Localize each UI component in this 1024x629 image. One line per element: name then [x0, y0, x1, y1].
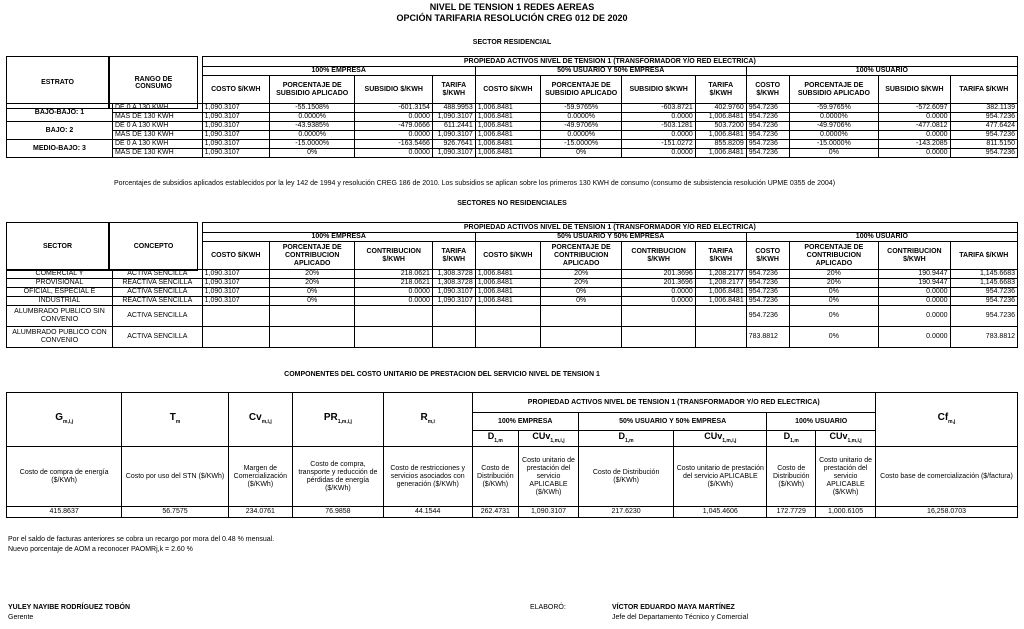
- residencial-group-1: 100% EMPRESA: [202, 67, 475, 76]
- value-cell: -55.1508%: [269, 104, 355, 113]
- value-cell: -151.0272: [622, 140, 695, 149]
- component-description: Costo de compra de energía ($/KWh): [7, 447, 122, 507]
- rango-cell: MAS DE 130 KWH: [112, 131, 202, 140]
- value-cell: [695, 306, 746, 327]
- value-cell: 0.0000: [622, 288, 695, 297]
- component-symbol: [876, 393, 1018, 447]
- symbol-text: D: [783, 431, 791, 442]
- rango-cell: DE 0 A 130 KWH: [112, 104, 202, 113]
- rango-cell: MAS DE 130 KWH: [112, 113, 202, 122]
- value-cell: 503.7200: [695, 122, 746, 131]
- value-cell: 1,308.3728: [432, 270, 475, 279]
- value-cell: 954.7236: [746, 288, 789, 297]
- value-cell: 1,090.3107: [202, 279, 269, 288]
- nores-group-1: 100% EMPRESA: [202, 233, 475, 242]
- title-line1: NIVEL DE TENSION 1 REDES AEREAS: [429, 2, 595, 12]
- value-cell: 201.3696: [622, 270, 695, 279]
- value-cell: 1,145.6683: [950, 270, 1017, 279]
- value-cell: 201.3696: [622, 279, 695, 288]
- value-cell: -601.3154: [355, 104, 432, 113]
- value-cell: 0.0000: [879, 306, 950, 327]
- table-row: [7, 122, 1018, 131]
- symbol-text: PR: [323, 411, 338, 423]
- value-cell: [540, 327, 622, 348]
- nores-subcol-header: TARIFA $/KWH: [695, 242, 746, 270]
- sector-cell: ALUMBRADO PUBLICO SIN CONVENIO: [7, 306, 113, 327]
- value-cell: 0.0000: [879, 288, 950, 297]
- no-residencial-owner-header: PROPIEDAD ACTIVOS NIVEL DE TENSION 1 (TRANSFORMADOR Y/O RED ELECTRICA): [202, 223, 1017, 233]
- symbol-text: R: [420, 411, 428, 423]
- col-concepto-header: CONCEPTO: [109, 222, 198, 271]
- value-cell: 190.9447: [879, 270, 950, 279]
- value-cell: 190.9447: [879, 279, 950, 288]
- residencial-subcol-header: TARIFA $/KWH: [432, 76, 475, 104]
- value-cell: 1,006.8481: [475, 279, 540, 288]
- value-cell: 0.0000: [355, 297, 432, 306]
- title-line2: OPCIÓN TARIFARIA RESOLUCIÓN CREG 012 DE 2020: [396, 13, 628, 23]
- residencial-subcol-header: COSTO $/KWH: [475, 76, 540, 104]
- value-cell: 0%: [540, 288, 622, 297]
- value-cell: -479.0666: [355, 122, 432, 131]
- value-cell: -43.9385%: [269, 122, 355, 131]
- residencial-group-3: 100% USUARIO: [746, 67, 1017, 76]
- value-cell: 954.7236: [950, 288, 1017, 297]
- table-row: [7, 279, 1018, 288]
- symbol-subscript: 1,m,i,j: [550, 437, 565, 444]
- signer-left-name: YULEY NAYIBE RODRÍGUEZ TOBÓN: [8, 604, 131, 611]
- symbol-text: CUv: [704, 431, 723, 442]
- value-cell: 0.0000: [879, 149, 950, 158]
- value-cell: 0%: [269, 149, 355, 158]
- value-cell: 926.7641: [432, 140, 475, 149]
- component-description: Costo unitario de prestación del servicio APLICABLE ($/KWh): [674, 447, 767, 507]
- value-cell: 1,090.3107: [432, 131, 475, 140]
- component-value: 16,258.0703: [876, 507, 1018, 518]
- component-symbol: [292, 393, 383, 447]
- nores-subcol-header: CONTRIBUCION $/KWH: [879, 242, 950, 270]
- value-cell: 1,090.3107: [202, 140, 269, 149]
- symbol-text: T: [169, 411, 176, 423]
- value-cell: 954.7236: [746, 140, 789, 149]
- value-cell: 954.7236: [746, 131, 789, 140]
- estrato-cell: BAJO: 2: [7, 122, 113, 140]
- value-cell: 1,006.8481: [695, 149, 746, 158]
- distribution-symbol: [578, 431, 673, 447]
- component-description: Costo de Distribución ($/KWh): [767, 447, 816, 507]
- value-cell: 0.0000: [622, 131, 695, 140]
- component-description: Costo de Distribución ($/KWh): [472, 447, 519, 507]
- value-cell: 0.0000%: [789, 131, 879, 140]
- component-value: 1,000.6105: [816, 507, 876, 518]
- rango-cell: DE 0 A 130 KWH: [112, 122, 202, 131]
- note-aom: Nuevo porcentaje de AOM a reconocer PAOMRj,k = 2.60 %: [8, 546, 193, 553]
- value-cell: 954.7236: [746, 270, 789, 279]
- value-cell: 1,006.8481: [475, 122, 540, 131]
- value-cell: 1,090.3107: [432, 149, 475, 158]
- component-symbol: [228, 393, 292, 447]
- sector-cell: ALUMBRADO PUBLICO CON CONVENIO: [7, 327, 113, 348]
- value-cell: 1,006.8481: [475, 104, 540, 113]
- value-cell: 1,090.3107: [202, 122, 269, 131]
- component-value: 172.7729: [767, 507, 816, 518]
- table-row: [7, 131, 1018, 140]
- value-cell: -15.0000%: [540, 140, 622, 149]
- residencial-footnote: Porcentajes de subsidios aplicados establecidos por la ley 142 de 1994 y resolución CREG 186 de 2010. Los subsidios se aplican sobre los primeros 130 KWH de consumo (consumo de subsistencia resolución UPME 0355 de 2004): [114, 180, 836, 187]
- component-description: Margen de Comercialización ($/KWh): [228, 447, 292, 507]
- concepto-cell: ACTIVA SENCILLA: [112, 327, 202, 348]
- value-cell: 1,090.3107: [432, 288, 475, 297]
- value-cell: 488.9953: [432, 104, 475, 113]
- residencial-subcol-header: PORCENTAJE DE SUBSIDIO APLICADO: [540, 76, 622, 104]
- value-cell: 1,308.3728: [432, 279, 475, 288]
- estrato-cell: MEDIO-BAJO: 3: [7, 140, 113, 158]
- symbol-subscript: m,j: [948, 418, 956, 425]
- value-cell: 954.7236: [950, 306, 1017, 327]
- value-cell: 954.7236: [746, 113, 789, 122]
- symbol-text: D: [487, 431, 495, 442]
- value-cell: 1,090.3107: [202, 104, 269, 113]
- component-value: 234.0761: [228, 507, 292, 518]
- sector-cell: INDUSTRIAL: [7, 297, 113, 306]
- note-mora: Por el saldo de facturas anteriores se cobra un recargo por mora del 0.48 % mensual.: [8, 536, 275, 543]
- residencial-subcol-header: COSTO $/KWH: [746, 76, 789, 104]
- value-cell: 0.0000: [355, 288, 432, 297]
- value-cell: 954.7236: [746, 149, 789, 158]
- residencial-heading: SECTOR RESIDENCIAL: [472, 39, 552, 46]
- cuv-symbol: [519, 431, 579, 447]
- value-cell: 954.7236: [950, 113, 1017, 122]
- table-row: [7, 306, 1018, 327]
- table-row: [7, 288, 1018, 297]
- nores-subcol-header: CONTRIBUCION $/KWH: [355, 242, 432, 270]
- value-cell: 20%: [269, 270, 355, 279]
- value-cell: 218.0621: [355, 270, 432, 279]
- table-row: [7, 297, 1018, 306]
- value-cell: 20%: [540, 270, 622, 279]
- value-cell: [355, 306, 432, 327]
- value-cell: 1,006.8481: [475, 297, 540, 306]
- value-cell: -15.0000%: [789, 140, 879, 149]
- value-cell: 1,090.3107: [202, 288, 269, 297]
- col-rango-header: RANGO DE CONSUMO: [109, 56, 198, 109]
- value-cell: 0.0000: [622, 113, 695, 122]
- comp-group-2: 50% USUARIO Y 50% EMPRESA: [578, 413, 766, 431]
- value-cell: 0.0000%: [269, 131, 355, 140]
- value-cell: 1,090.3107: [202, 113, 269, 122]
- nores-subcol-header: COSTO $/KWH: [746, 242, 789, 270]
- value-cell: [695, 327, 746, 348]
- nores-group-3: 100% USUARIO: [746, 233, 1017, 242]
- symbol-subscript: 1,m: [790, 437, 799, 444]
- symbol-subscript: 1,m: [625, 437, 634, 444]
- value-cell: 0%: [789, 149, 879, 158]
- component-symbol: [383, 393, 472, 447]
- value-cell: 1,090.3107: [202, 131, 269, 140]
- value-cell: 1,090.3107: [432, 297, 475, 306]
- symbol-subscript: 1,m,i,j: [722, 437, 737, 444]
- nores-subcol-header: COSTO $/KWH: [475, 242, 540, 270]
- residencial-group-2: 50% USUARIO Y 50% EMPRESA: [475, 67, 746, 76]
- value-cell: 0.0000%: [789, 113, 879, 122]
- value-cell: 0%: [789, 306, 879, 327]
- value-cell: 954.7236: [950, 131, 1017, 140]
- concepto-cell: REACTIVA SENCILLA: [112, 279, 202, 288]
- symbol-subscript: m,i: [427, 418, 435, 425]
- value-cell: -59.9765%: [540, 104, 622, 113]
- component-value: 415.8637: [7, 507, 122, 518]
- value-cell: [475, 306, 540, 327]
- value-cell: [202, 306, 269, 327]
- nores-subcol-header: TARIFA $/KWH: [432, 242, 475, 270]
- comp-group-3: 100% USUARIO: [767, 413, 876, 431]
- symbol-text: Cf: [937, 411, 949, 423]
- symbol-subscript: m,i,j: [261, 418, 272, 425]
- value-cell: 20%: [269, 279, 355, 288]
- sector-cell: PROVISIONAL: [7, 279, 113, 288]
- value-cell: 1,090.3107: [202, 297, 269, 306]
- nores-subcol-header: PORCENTAJE DE CONTRIBUCION APLICADO: [789, 242, 879, 270]
- value-cell: 954.7236: [746, 122, 789, 131]
- value-cell: [622, 306, 695, 327]
- value-cell: 1,006.8481: [475, 149, 540, 158]
- value-cell: 1,006.8481: [475, 270, 540, 279]
- value-cell: 1,006.8481: [475, 288, 540, 297]
- value-cell: 611.2441: [432, 122, 475, 131]
- residencial-subcol-header: PORCENTAJE DE SUBSIDIO APLICADO: [269, 76, 355, 104]
- value-cell: [475, 327, 540, 348]
- value-cell: 20%: [540, 279, 622, 288]
- value-cell: 0%: [789, 297, 879, 306]
- value-cell: 811.5150: [950, 140, 1017, 149]
- symbol-text: CUv: [532, 431, 551, 442]
- symbol-subscript: 1,m,i,j: [337, 418, 352, 425]
- value-cell: 954.7236: [746, 306, 789, 327]
- value-cell: [540, 306, 622, 327]
- elaboro-label: ELABORÓ:: [530, 604, 566, 611]
- table-row: [7, 327, 1018, 348]
- component-description: Costo por uso del STN ($/KWh): [122, 447, 228, 507]
- value-cell: 0.0000%: [540, 113, 622, 122]
- value-cell: [269, 327, 355, 348]
- value-cell: -49.9706%: [789, 122, 879, 131]
- residencial-subcol-header: COSTO $/KWH: [202, 76, 269, 104]
- value-cell: [202, 327, 269, 348]
- value-cell: 0%: [269, 297, 355, 306]
- value-cell: 0%: [269, 288, 355, 297]
- residencial-subcol-header: SUBSIDIO $/KWH: [879, 76, 950, 104]
- residencial-subcol-header: SUBSIDIO $/KWH: [622, 76, 695, 104]
- signer-right-name: VÍCTOR EDUARDO MAYA MARTÍNEZ: [612, 604, 735, 611]
- distribution-symbol: [767, 431, 816, 447]
- value-cell: 1,090.3107: [432, 113, 475, 122]
- component-description: Costo base de comercialización ($/factura): [876, 447, 1018, 507]
- componentes-table: [6, 392, 1018, 518]
- cuv-symbol: [816, 431, 876, 447]
- componentes-heading: COMPONENTES DEL COSTO UNITARIO DE PRESTACION DEL SERVICIO NIVEL DE TENSION 1: [284, 371, 600, 378]
- value-cell: 1,006.8481: [695, 113, 746, 122]
- value-cell: 0.0000: [355, 113, 432, 122]
- estrato-cell: BAJO-BAJO: 1: [7, 104, 113, 122]
- nores-subcol-header: CONTRIBUCION $/KWH: [622, 242, 695, 270]
- value-cell: 0.0000: [879, 297, 950, 306]
- table-row: [7, 113, 1018, 122]
- value-cell: [269, 306, 355, 327]
- no-residencial-heading: SECTORES NO RESIDENCIALES: [457, 200, 567, 207]
- concepto-cell: ACTIVA SENCILLA: [112, 306, 202, 327]
- value-cell: 954.7236: [746, 104, 789, 113]
- value-cell: 1,090.3107: [202, 270, 269, 279]
- symbol-text: Cv: [248, 411, 262, 423]
- value-cell: -603.8721: [622, 104, 695, 113]
- component-description: Costo de restricciones y servicios asociados con generación ($/KWh): [383, 447, 472, 507]
- value-cell: 954.7236: [950, 149, 1017, 158]
- value-cell: 382.1139: [950, 104, 1017, 113]
- component-value: 76.9858: [292, 507, 383, 518]
- concepto-cell: ACTIVA SENCILLA: [112, 270, 202, 279]
- component-value: 217.6230: [578, 507, 673, 518]
- value-cell: -143.2085: [879, 140, 950, 149]
- value-cell: 0%: [789, 327, 879, 348]
- value-cell: -15.0000%: [269, 140, 355, 149]
- signer-left-role: Gerente: [8, 614, 34, 621]
- value-cell: 1,006.8481: [475, 113, 540, 122]
- value-cell: 954.7236: [746, 297, 789, 306]
- component-description: Costo de compra, transporte y reducción de pérdidas de energía ($/KWh): [292, 447, 383, 507]
- signer-right-role: Jefe del Departamento Técnico y Comercial: [612, 614, 749, 621]
- symbol-text: D: [618, 431, 626, 442]
- nores-group-2: 50% USUARIO Y 50% EMPRESA: [475, 233, 746, 242]
- value-cell: 0.0000: [622, 297, 695, 306]
- componentes-owner-header: PROPIEDAD ACTIVOS NIVEL DE TENSION 1 (TRANSFORMADOR Y/O RED ELECTRICA): [472, 393, 876, 413]
- component-value: 262.4731: [472, 507, 519, 518]
- component-value: 44.1544: [383, 507, 472, 518]
- residencial-subcol-header: TARIFA $/KWH: [950, 76, 1017, 104]
- value-cell: -477.0812: [879, 122, 950, 131]
- value-cell: [355, 327, 432, 348]
- value-cell: 1,208.2177: [695, 279, 746, 288]
- sector-cell: COMERCIAL Y: [7, 270, 113, 279]
- value-cell: 0.0000: [355, 131, 432, 140]
- cuv-symbol: [674, 431, 767, 447]
- component-value: 1,045.4606: [674, 507, 767, 518]
- residencial-subcol-header: SUBSIDIO $/KWH: [355, 76, 432, 104]
- concepto-cell: ACTIVA SENCILLA: [112, 288, 202, 297]
- value-cell: [432, 306, 475, 327]
- value-cell: 954.7236: [746, 279, 789, 288]
- value-cell: 1,145.6683: [950, 279, 1017, 288]
- residencial-subcol-header: TARIFA $/KWH: [695, 76, 746, 104]
- value-cell: 1,006.8481: [695, 297, 746, 306]
- table-row: [7, 149, 1018, 158]
- nores-subcol-header: TARIFA $/KWH: [950, 242, 1017, 270]
- value-cell: 1,090.3107: [202, 149, 269, 158]
- nores-subcol-header: COSTO $/KWH: [202, 242, 269, 270]
- component-value: 1,090.3107: [519, 507, 579, 518]
- value-cell: 1,006.8481: [695, 131, 746, 140]
- comp-group-1: 100% EMPRESA: [472, 413, 578, 431]
- value-cell: -49.9706%: [540, 122, 622, 131]
- symbol-subscript: 1,m,i,j: [847, 437, 862, 444]
- symbol-subscript: m,i,j: [63, 418, 74, 425]
- value-cell: 0.0000%: [269, 113, 355, 122]
- sector-cell: OFICIAL, ESPECIAL E: [7, 288, 113, 297]
- value-cell: 1,006.8481: [475, 140, 540, 149]
- value-cell: -59.9765%: [789, 104, 879, 113]
- component-value: 56.7575: [122, 507, 228, 518]
- value-cell: 0.0000: [879, 131, 950, 140]
- value-cell: 0.0000: [622, 149, 695, 158]
- rango-cell: DE 0 A 130 KWH: [112, 140, 202, 149]
- symbol-subscript: 1,m: [494, 437, 503, 444]
- table-row: [7, 140, 1018, 149]
- value-cell: 783.8812: [746, 327, 789, 348]
- value-cell: 1,208.2177: [695, 270, 746, 279]
- residencial-owner-header: PROPIEDAD ACTIVOS NIVEL DE TENSION 1 (TRANSFORMADOR Y/O RED ELECTRICA): [202, 57, 1017, 67]
- col-sector-header: SECTOR: [6, 222, 109, 271]
- concepto-cell: REACTIVA SENCILLA: [112, 297, 202, 306]
- value-cell: 0.0000: [879, 113, 950, 122]
- nores-subcol-header: PORCENTAJE DE CONTRIBUCION APLICADO: [540, 242, 622, 270]
- value-cell: 402.9760: [695, 104, 746, 113]
- symbol-subscript: m: [175, 418, 181, 425]
- value-cell: 0.0000: [879, 327, 950, 348]
- symbol-text: G: [55, 411, 64, 423]
- component-symbol: [122, 393, 228, 447]
- component-description: Costo unitario de prestación del servicio APLICABLE ($/KWh): [816, 447, 876, 507]
- value-cell: 1,006.8481: [475, 131, 540, 140]
- value-cell: 218.0621: [355, 279, 432, 288]
- value-cell: 0%: [540, 297, 622, 306]
- value-cell: [622, 327, 695, 348]
- value-cell: 0%: [540, 149, 622, 158]
- value-cell: -163.5466: [355, 140, 432, 149]
- value-cell: [432, 327, 475, 348]
- value-cell: -572.6097: [879, 104, 950, 113]
- value-cell: 0%: [789, 288, 879, 297]
- value-cell: 855.8209: [695, 140, 746, 149]
- value-cell: 0.0000: [355, 149, 432, 158]
- value-cell: 477.6424: [950, 122, 1017, 131]
- value-cell: -503.1281: [622, 122, 695, 131]
- value-cell: 783.8812: [950, 327, 1017, 348]
- component-description: Costo de Distribución ($/KWh): [578, 447, 673, 507]
- component-symbol: [7, 393, 122, 447]
- distribution-symbol: [472, 431, 519, 447]
- value-cell: 20%: [789, 270, 879, 279]
- value-cell: 20%: [789, 279, 879, 288]
- symbol-text: CUv: [829, 431, 848, 442]
- value-cell: 954.7236: [950, 297, 1017, 306]
- component-description: Costo unitario de prestación del servicio APLICABLE ($/KWh): [519, 447, 579, 507]
- value-cell: 1,006.8481: [695, 288, 746, 297]
- col-estrato-header: ESTRATO: [6, 56, 109, 109]
- residencial-subcol-header: PORCENTAJE DE SUBSIDIO APLICADO: [789, 76, 879, 104]
- rango-cell: MAS DE 130 KWH: [112, 149, 202, 158]
- value-cell: 0.0000%: [540, 131, 622, 140]
- nores-subcol-header: PORCENTAJE DE CONTRIBUCION APLICADO: [269, 242, 355, 270]
